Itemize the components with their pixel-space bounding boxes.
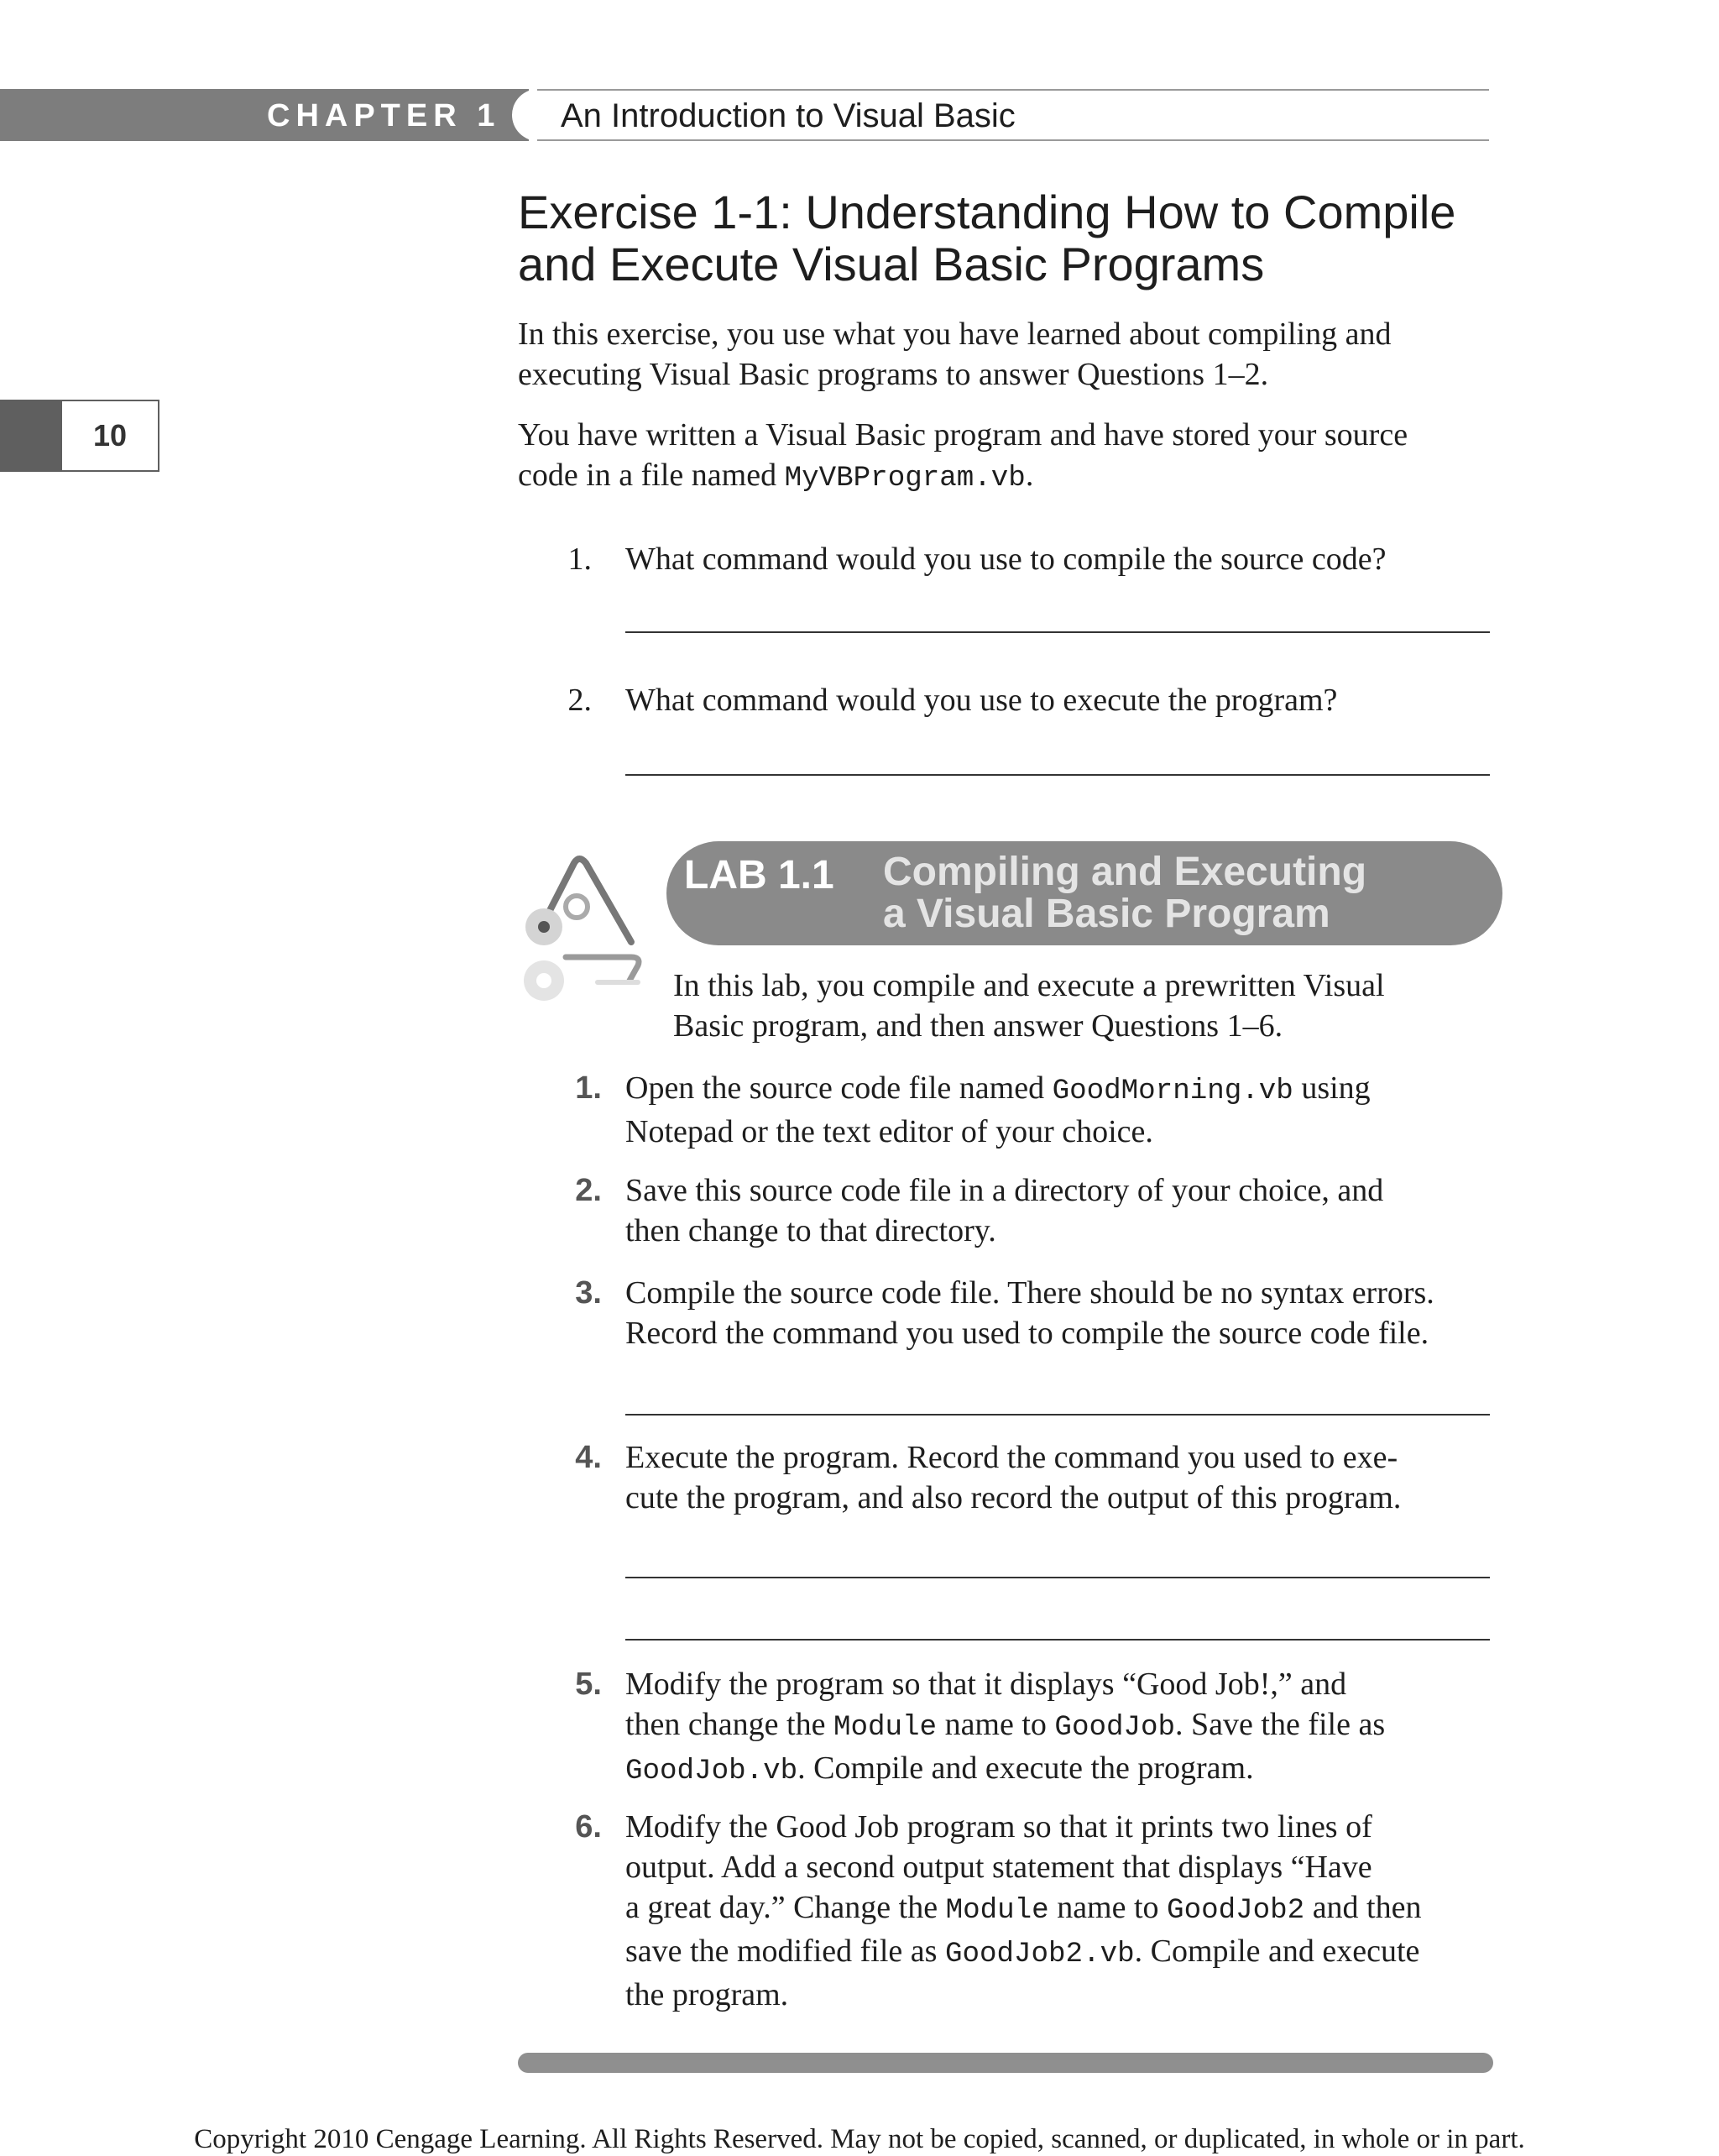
chapter-title: An Introduction to Visual Basic (561, 97, 1016, 134)
answer-line[interactable] (625, 774, 1490, 776)
step-number: 4. (575, 1440, 602, 1475)
lab-intro-line1: In this lab, you compile and execute a prewritten Visual (673, 968, 1385, 1003)
page-number-tab (0, 400, 60, 472)
step-text: save the modified file as (625, 1934, 945, 1969)
filename-code: GoodJob.vb (625, 1756, 798, 1787)
exercise-heading-line2: and Execute Visual Basic Programs (518, 238, 1265, 290)
exercise-heading-line1: Exercise 1-1: Understanding How to Compile (518, 186, 1456, 238)
exercise-intro-line1: In this exercise, you use what you have learned about compiling and (518, 317, 1392, 352)
exercise-intro (518, 314, 1500, 395)
step-number: 5. (575, 1667, 602, 1702)
step-text: Compile the source code file. There should be no syntax errors. (625, 1275, 1434, 1311)
step-text: . Compile and execute (1134, 1934, 1420, 1969)
step-text: Modify the Good Job program so that it prints two lines of (625, 1809, 1372, 1845)
step-3 (625, 1273, 1498, 1353)
keyword-code: GoodJob (1054, 1712, 1176, 1744)
step-text: . Compile and execute the program. (797, 1750, 1254, 1786)
step-text: using (1293, 1070, 1371, 1106)
step-number: 2. (575, 1173, 602, 1208)
punctuation: . (1025, 458, 1034, 493)
exercise-context-line2: code in a file named (518, 458, 785, 493)
step-text: and then (1304, 1890, 1422, 1925)
question-number: 2. (567, 683, 592, 718)
header-rule-bottom (537, 139, 1489, 141)
step-text: Modify the program so that it displays “Good Job!,” and (625, 1667, 1347, 1702)
exercise-intro-line2: executing Visual Basic programs to answer Questions 1–2. (518, 357, 1269, 392)
question-number: 1. (567, 542, 592, 577)
exercise-context-line1: You have written a Visual Basic program and have stored your source (518, 417, 1408, 453)
filename-code: MyVBProgram.vb (784, 463, 1026, 495)
chapter-label: CHAPTER 1 (267, 98, 501, 133)
step-text: cute the program, and also record the output of this program. (625, 1480, 1402, 1515)
answer-line[interactable] (625, 1639, 1490, 1641)
lab-title-line2: a Visual Basic Program (883, 892, 1330, 936)
step-text: a great day.” Change the (625, 1890, 946, 1925)
step-text: Open the source code file named (625, 1070, 1053, 1106)
lab-title-line1: Compiling and Executing (883, 850, 1367, 894)
step-text: . Save the file as (1175, 1707, 1386, 1742)
lab-intro (673, 965, 1496, 1046)
question-text: What command would you use to execute the program? (625, 683, 1338, 718)
keyword-code: Module (945, 1895, 1049, 1927)
step-text: output. Add a second output statement that displays “Have (625, 1850, 1372, 1885)
step-text: name to (1048, 1890, 1168, 1925)
step-number: 1. (575, 1070, 602, 1106)
filename-code: GoodJob2.vb (944, 1939, 1135, 1970)
keyword-code: Module (833, 1712, 938, 1744)
step-text: the program. (625, 1977, 789, 2012)
step-text: then change the (625, 1707, 833, 1742)
lab-end-bar (518, 2053, 1493, 2073)
step-number: 3. (575, 1275, 602, 1311)
step-text: Notepad or the text editor of your choice. (625, 1114, 1153, 1149)
lab-label: LAB 1.1 (684, 853, 834, 897)
answer-line[interactable] (625, 1414, 1490, 1416)
header-rule-top (537, 89, 1489, 91)
question-text: What command would you use to compile the source code? (625, 542, 1387, 577)
step-text: Execute the program. Record the command you used to exe- (625, 1440, 1398, 1475)
step-2 (625, 1170, 1498, 1251)
keyword-code: GoodJob2 (1167, 1895, 1305, 1927)
step-text: Save this source code file in a directory of your choice, and (625, 1173, 1384, 1208)
step-5 (625, 1664, 1498, 1792)
step-1 (625, 1068, 1498, 1152)
answer-line[interactable] (625, 1577, 1490, 1578)
step-4 (625, 1437, 1498, 1518)
lab-intro-line2: Basic program, and then answer Questions 1–6. (673, 1008, 1283, 1044)
answer-line[interactable] (625, 631, 1490, 633)
copyright-notice: Copyright 2010 Cengage Learning. All Rights Reserved. May not be copied, scanned, or duplicated, in whole or in part. (194, 2124, 1525, 2154)
step-6 (625, 1807, 1498, 2015)
exercise-context (518, 415, 1500, 499)
exercise-heading (518, 186, 1492, 290)
step-text: name to (937, 1707, 1055, 1742)
step-number: 6. (575, 1809, 602, 1845)
step-text: Record the command you used to compile the source code file. (625, 1316, 1429, 1351)
lab-title (883, 851, 1366, 935)
page-number: 10 (92, 418, 128, 453)
filename-code: GoodMorning.vb (1052, 1075, 1293, 1107)
lab-gears-icon (514, 848, 648, 1016)
step-text: then change to that directory. (625, 1213, 996, 1248)
